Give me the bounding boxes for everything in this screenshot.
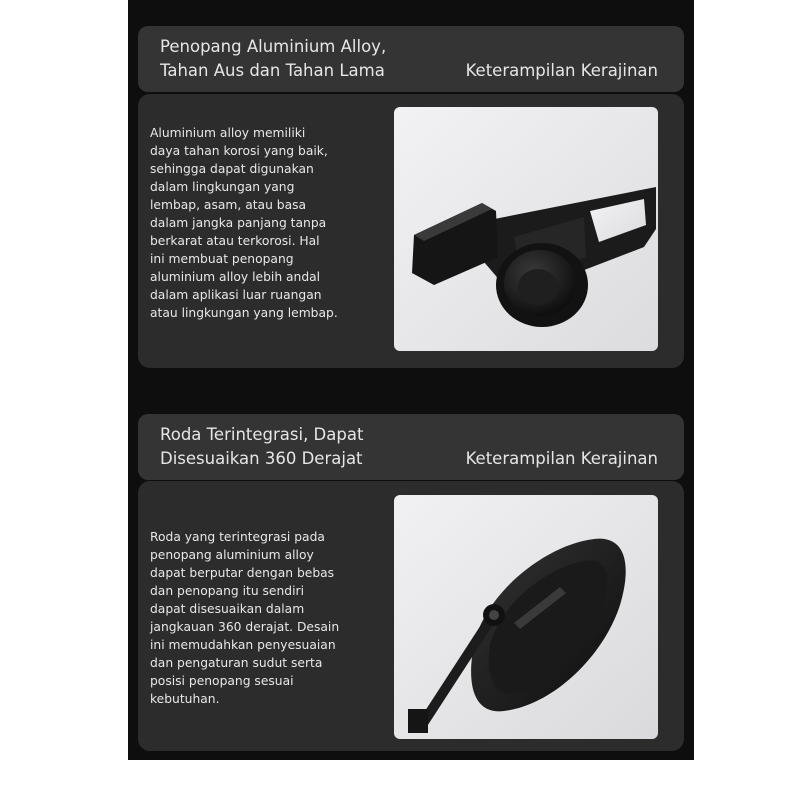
section-1-title-line-1: Penopang Aluminium Alloy, [160,37,387,56]
description-line: Aluminium alloy memiliki [150,126,306,140]
section-2-tag: Keterampilan Kerajinan [465,449,658,468]
section-2-description [150,528,386,708]
description-line: lembap, asam, atau basa [150,198,307,212]
description-line: Roda yang terintegrasi pada [150,530,325,544]
description-line: dapat disesuaikan dalam [150,602,305,616]
description-line: dalam lingkungan yang [150,180,295,194]
section-1-title-line-2: Tahan Aus dan Tahan Lama [160,61,385,80]
description-line: dalam aplikasi luar ruangan [150,288,322,302]
section-1-description [150,124,386,322]
description-line: berkarat atau terkorosi. Hal [150,234,320,248]
description-line: ini membuat penopang [150,252,294,266]
description-line: ini memudahkan penyesuaian [150,638,336,652]
section-1-header [138,26,684,92]
section-2-header [138,414,684,480]
description-line: sehingga dapat digunakan [150,162,314,176]
description-line: dapat berputar dengan bebas [150,566,335,580]
mirror-product-photo [394,495,658,739]
description-line: atau lingkungan yang lembap. [150,306,338,320]
section-1-panel [138,94,684,368]
description-line: posisi penopang sesuai [150,674,294,688]
description-line: penopang aluminium alloy [150,548,314,562]
description-line: daya tahan korosi yang baik, [150,144,328,158]
description-line: kebutuhan. [150,692,220,706]
description-line: jangkauan 360 derajat. Desain [150,620,340,634]
bracket-product-photo [394,107,658,351]
section-1-title [160,35,386,83]
section-2-title-line-2: Disesuaikan 360 Derajat [160,449,363,468]
description-line: dan penopang itu sendiri [150,584,304,598]
description-line: dalam jangka panjang tanpa [150,216,327,230]
description-line: aluminium alloy lebih andal [150,270,321,284]
description-line: dan pengaturan sudut serta [150,656,323,670]
section-2-title-line-1: Roda Terintegrasi, Dapat [160,425,364,444]
section-1-tag: Keterampilan Kerajinan [465,61,658,80]
section-2-title [160,423,363,471]
section-2-panel [138,481,684,751]
